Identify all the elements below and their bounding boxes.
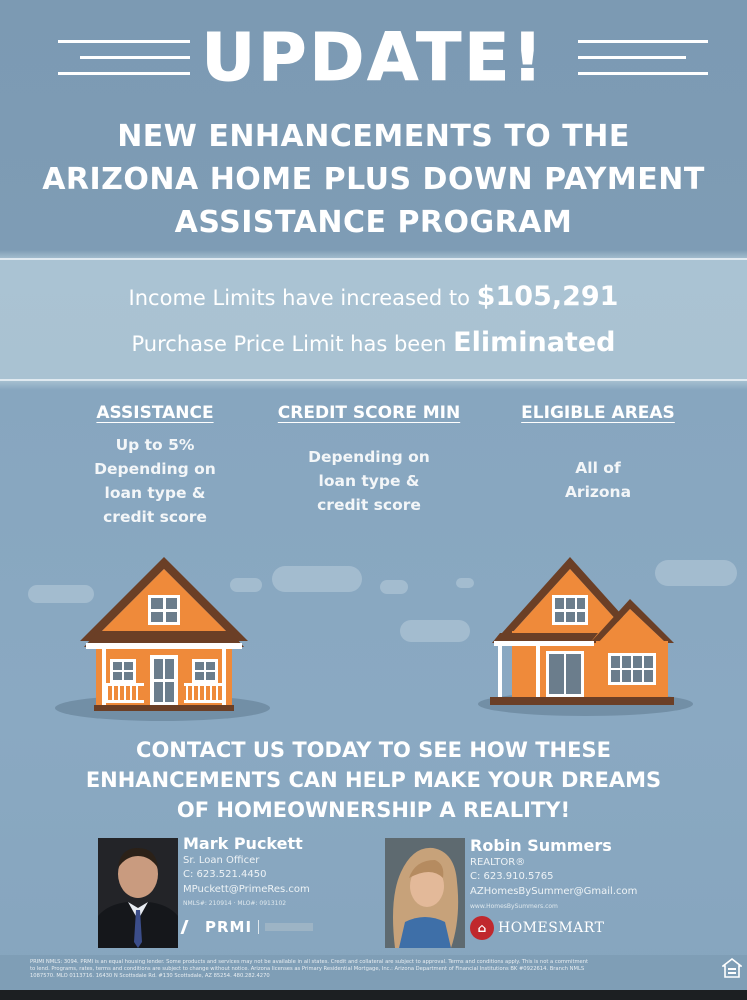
cloud [272, 566, 362, 592]
credit-score-line: credit score [317, 496, 421, 514]
disclaimer-line: PRIMI NMLS: 3094. PRMI is an equal housing lender. Some products and services may not be available in all states. Credit and collateral are subject to approval. Terms and conditions apply. This is not a commitment [30, 959, 589, 965]
eligible-areas-line: Arizona [564, 483, 632, 501]
prmi-logo-text: PRMI [205, 918, 253, 936]
cloud [380, 580, 408, 594]
agent-phone[interactable]: C: 623.521.4450 [183, 869, 267, 880]
assistance-heading: ASSISTANCE [96, 403, 214, 423]
contact-callout [30, 735, 717, 825]
credit-score-column [262, 403, 476, 517]
assistance-line: credit score [103, 508, 207, 526]
assistance-details [80, 433, 230, 529]
income-limit-text: Income Limits have increased to [128, 286, 470, 310]
assistance-line: Up to 5% [115, 436, 195, 454]
agent-email[interactable]: MPuckett@PrimeRes.com [183, 884, 310, 895]
agent-email[interactable]: AZHomesBySummer@Gmail.com [470, 886, 638, 897]
page-title: UPDATE! [201, 19, 546, 96]
eligible-areas-line: All of [575, 459, 621, 477]
agent-phone[interactable]: C: 623.910.5765 [470, 871, 554, 882]
avatar [385, 838, 465, 948]
agent-photo-mark [98, 838, 178, 948]
homesmart-logo-text: HOMESMART [498, 920, 605, 936]
headline-line: ARIZONA HOME PLUS DOWN PAYMENT [42, 162, 705, 197]
band-divider [0, 379, 747, 381]
assistance-line: Depending on [94, 460, 216, 478]
bottom-bar [0, 990, 747, 1000]
agent-name: Robin Summers [470, 836, 612, 855]
agent-title: REALTOR® [470, 857, 526, 868]
contact-line: ENHANCEMENTS CAN HELP MAKE YOUR DREAMS [85, 768, 662, 792]
homesmart-logo [470, 916, 604, 940]
prmi-logo [183, 918, 313, 936]
headline-line: ASSISTANCE PROGRAM [174, 205, 573, 240]
disclaimer-line: 1087570. MLO 0113716. 16430 N Scottsdale Rd. #130 Scottsdale, AZ 85254. 480.282.4270 [30, 973, 270, 979]
footer-disclaimer [0, 955, 747, 990]
homesmart-mark-icon: ⌂ [470, 916, 494, 940]
agent-photo-robin [385, 838, 465, 948]
house-illustration [78, 555, 250, 713]
price-limit-text: Purchase Price Limit has been [131, 332, 447, 356]
avatar [98, 838, 178, 948]
assistance-column [80, 403, 230, 529]
equal-housing-icon [722, 958, 742, 978]
income-limit-value: $105,291 [476, 281, 619, 312]
income-limit [0, 281, 747, 312]
cloud [400, 620, 470, 642]
credit-score-line: Depending on [308, 448, 430, 466]
eligible-areas-heading: ELIGIBLE AREAS [521, 403, 675, 423]
headline-line: NEW ENHANCEMENTS TO THE [117, 119, 630, 154]
house-illustration [490, 555, 680, 707]
agent-name: Mark Puckett [183, 834, 303, 853]
agent-title: Sr. Loan Officer [183, 855, 260, 866]
contact-line: CONTACT US TODAY TO SEE HOW THESE [136, 738, 611, 762]
title-row [0, 18, 747, 98]
disclaimer-line: to lend. Programs, rates, terms and conditions are subject to change without notice. Arizona licenses as Primary Residential Mortgage, Inc.: Arizona Department of Financial Institutions BK #0922614. Branch NMLS [30, 966, 585, 972]
price-limit-value: Eliminated [453, 327, 616, 358]
assistance-line: loan type & [104, 484, 206, 502]
cloud [456, 578, 474, 588]
eligible-areas-details [508, 456, 688, 504]
prmi-mark-icon [180, 920, 201, 934]
credit-score-line: loan type & [318, 472, 420, 490]
band-divider [0, 258, 747, 260]
eligible-areas-column [508, 403, 688, 504]
credit-score-heading: CREDIT SCORE MIN [277, 403, 461, 423]
agent-website[interactable]: www.HomesBySummers.com [470, 903, 558, 910]
headline [20, 115, 727, 244]
agent-nmls: NMLS#: 210914 · MLO#: 0913102 [183, 900, 287, 907]
contact-line: OF HOMEOWNERSHIP A REALITY! [176, 798, 571, 822]
credit-score-details [262, 445, 476, 517]
price-limit [0, 327, 747, 358]
